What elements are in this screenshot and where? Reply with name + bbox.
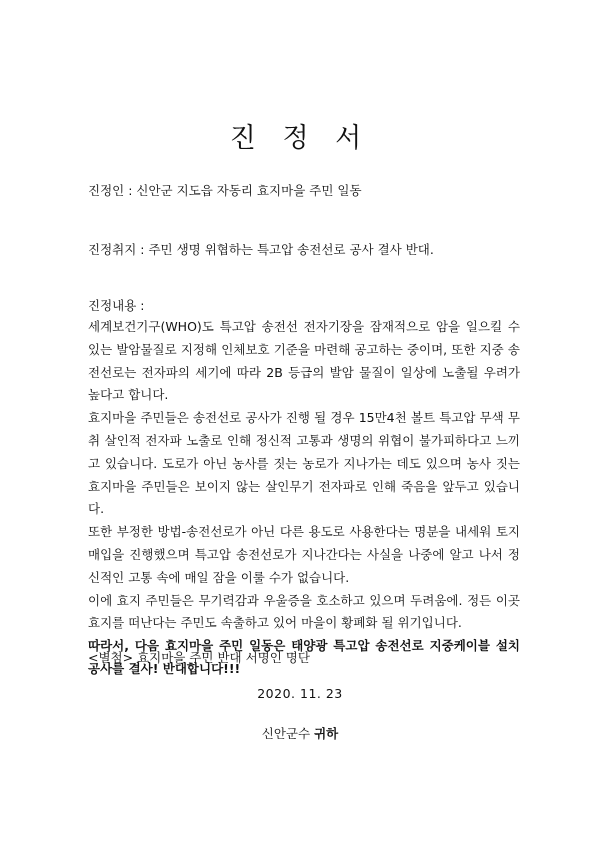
body-paragraph-depression: 이에 효지 주민들은 무기력감과 우울증을 호소하고 있으며 두려움에. 정든 이곳 효지를 떠난다는 주민도 속출하고 있어 마을이 황폐화 될 위기입니다. xyxy=(88,592,520,631)
addressee-name: 신안군수 xyxy=(261,726,311,741)
petition-body xyxy=(88,316,520,681)
body-paragraph-opposition: 따라서, 다음 효지마을 주민 일동은 태양광 특고압 송전선로 지중케이블 설치 공사를 결사! 반대합니다!!! xyxy=(88,638,520,676)
body-paragraph-residents: 효지마을 주민들은 송전선로 공사가 진행 될 경우 15만4천 볼트 특고압 무색 무취 살인적 전자파 노출로 인해 정신적 고통과 생명의 위협이 불가피하다고 느끼고 있습니다. 도로가 아닌 농사를 짓는 농로가 지나가는 데도 있으며 농사 짓는 효지마을 주민들은 보이지 않는 살인무기 전자파로 인해 죽음을 앞두고 있습니다. xyxy=(88,410,520,517)
body-paragraph-land: 또한 부정한 방법-송전선로가 아닌 다른 용도로 사용한다는 명분을 내세워 토지 매입을 진행했으며 특고압 송전선로가 지나간다는 사실을 나중에 알고 나서 정신적인 고통 속에 매일 잠을 이룰 수가 없습니다. xyxy=(88,524,520,585)
addressee-honorific: 귀하 xyxy=(314,726,339,741)
petition-purpose-line: 진정취지 : 주민 생명 위협하는 특고압 송전선로 공사 결사 반대. xyxy=(88,242,434,257)
attachment-line: <별첨> 효지마을 주민 반대 서명인 명단 xyxy=(88,650,310,665)
petition-content-label: 진정내용 : xyxy=(88,298,145,313)
petitioner-line: 진정인 : 신안군 지도읍 자동리 효지마을 주민 일동 xyxy=(88,183,362,198)
addressee-line xyxy=(0,724,600,742)
body-paragraph-who: 세계보건기구(WHO)도 특고압 송전선 전자기장을 잠재적으로 암을 일으킬 수 있는 발암물질로 지정해 인체보호 기준을 마련해 공고하는 중이며, 또한 지중 송전선로는 전자파의 세기에 따라 2B 등급의 발암 물질이 일상에 노출될 우려가 높다고 합니다. xyxy=(88,319,520,403)
document-title: 진 정 서 xyxy=(229,123,371,154)
petition-date: 2020. 11. 23 xyxy=(257,686,343,701)
